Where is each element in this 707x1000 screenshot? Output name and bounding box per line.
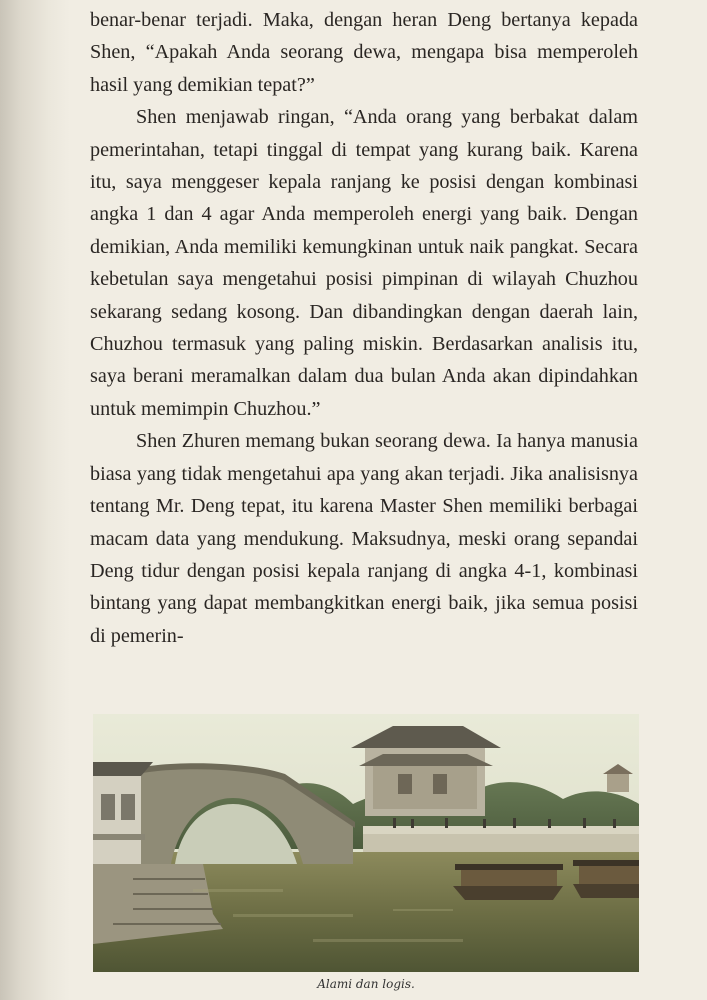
paragraph-3: Shen Zhuren memang bukan seorang dewa. Ia hanya manusia biasa yang tidak mengetahui apa yang akan terjadi. Jika analisisnya tentang Mr. Deng tepat, itu karena Master Shen memiliki berbagai macam data yang mendukung. Maksudnya, meski orang sepandai Deng tidur dengan posisi kepala ranjang di angka 4-1, kombinasi bintang yang dapat membangkitkan energi baik, jika semua posisi di pemerin- (90, 430, 638, 647)
body-text (90, 4, 638, 652)
paragraph-1: benar-benar terjadi. Maka, dengan heran Deng bertanya kepada Shen, “Apakah Anda seorang dewa, mengapa bisa memperoleh hasil yang demikian tepat?” (90, 9, 638, 96)
paragraph-2: Shen menjawab ringan, “Anda orang yang berbakat dalam pemerintahan, tetapi tinggal di tempat yang kurang baik. Karena itu, saya menggeser kepala ranjang ke posisi dengan kombinasi angka 1 dan 4 agar Anda memperoleh energi yang baik. Dengan demikian, Anda memiliki kemungkinan untuk naik pangkat. Secara kebetulan saya mengetahui posisi pimpinan di wilayah Chuzhou sekarang sedang kosong. Dan dibandingkan dengan daerah lain, Chuzhou termasuk yang paling miskin. Berdasarkan analisis itu, saya berani meramalkan dalam dua bulan Anda akan dipindahkan untuk memimpin Chuzhou.” (90, 106, 638, 420)
canal-bridge-photo (93, 714, 639, 972)
book-spine-shadow (0, 0, 70, 1000)
figure-caption: Alami dan logis. (317, 977, 415, 991)
